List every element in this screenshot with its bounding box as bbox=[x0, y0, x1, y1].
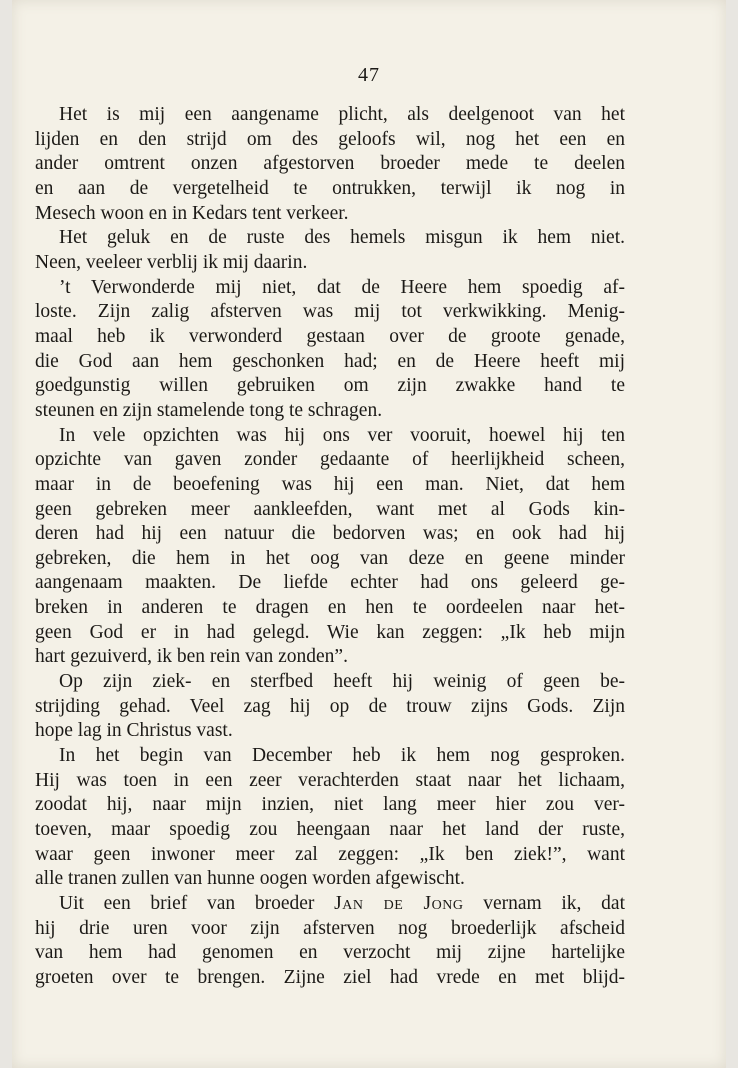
paragraph-5 bbox=[35, 670, 625, 744]
text-line: zoodat hij, naar mijn inzien, niet lang meer hier zou ver- bbox=[35, 794, 625, 816]
text-line: hart gezuiverd, ik ben rein van zonden”. bbox=[35, 646, 348, 668]
text-line: In vele opzichten was hij ons ver vooruit, hoewel hij ten bbox=[59, 424, 625, 446]
page-number: 47 bbox=[358, 64, 380, 86]
text-line: waar geen inwoner meer zal zeggen: „Ik ben ziek!”, want bbox=[35, 843, 625, 865]
text-line: Op zijn ziek- en sterfbed heeft hij weinig of geen be- bbox=[59, 671, 625, 693]
text-line: Het geluk en de ruste des hemels misgun ik hem niet. bbox=[59, 227, 625, 249]
person-name: Jan de Jong bbox=[334, 893, 464, 914]
paragraph-7 bbox=[35, 892, 625, 991]
text-line: In het begin van December heb ik hem nog gesproken. bbox=[59, 745, 625, 767]
text-line: ’t Verwonderde mij niet, dat de Heere hem spoedig af- bbox=[59, 276, 625, 298]
text-line: Mesech woon en in Kedars tent verkeer. bbox=[35, 202, 349, 224]
text-line: strijding gehad. Veel zag hij op de trouw zijns Gods. Zijn bbox=[35, 695, 625, 717]
paragraph-2 bbox=[35, 226, 625, 275]
paragraph-1 bbox=[35, 103, 625, 226]
text-line: Het is mij een aangename plicht, als deelgenoot van het bbox=[59, 104, 625, 125]
text-line: maal heb ik verwonderd gestaan over de groote genade, bbox=[35, 325, 625, 347]
text-line: Hij was toen in een zeer verachterden staat naar het lichaam, bbox=[35, 769, 625, 791]
text-line: geen God er in had gelegd. Wie kan zeggen: „Ik heb mijn bbox=[35, 621, 625, 643]
text-line: hij drie uren voor zijn afsterven nog broederlijk afscheid bbox=[35, 917, 625, 939]
text-line: toeven, maar spoedig zou heengaan naar het land der ruste, bbox=[35, 819, 625, 841]
text-line: gebreken, die hem in het oog van deze en geene minder bbox=[35, 547, 625, 569]
text-line: groeten over te brengen. Zijne ziel had vrede en met blijd- bbox=[35, 966, 625, 988]
paragraph-6 bbox=[35, 744, 625, 892]
text-line: maar in de beoefening was hij een man. Niet, dat hem bbox=[35, 473, 625, 495]
text-fragment: Uit een brief van broeder bbox=[59, 893, 335, 914]
page-body-text bbox=[35, 103, 625, 991]
text-line: opzichte van gaven zonder gedaante of heerlijkheid scheen, bbox=[35, 449, 625, 471]
text-line: breken in anderen te dragen en hen te oordeelen naar het- bbox=[35, 597, 625, 619]
paragraph-4 bbox=[35, 424, 625, 671]
paragraph-3 bbox=[35, 276, 625, 424]
text-line: loste. Zijn zalig afsterven was mij tot verkwikking. Menig- bbox=[35, 301, 625, 323]
text-line: alle tranen zullen van hunne oogen worden afgewischt. bbox=[35, 868, 465, 890]
text-line: lijden en den strijd om des geloofs wil, nog het een en bbox=[35, 128, 625, 150]
text-line: deren had hij een natuur die bedorven was; en ook had hij bbox=[35, 523, 625, 545]
text-line: steunen en zijn stamelende tong te schragen. bbox=[35, 399, 383, 421]
text-fragment: vernam ik, dat bbox=[463, 893, 625, 914]
text-line: en aan de vergetelheid te ontrukken, terwijl ik nog in bbox=[35, 177, 625, 199]
text-line: van hem had genomen en verzocht mij zijne hartelijke bbox=[35, 942, 625, 964]
text-line: Neen, veeleer verblij ik mij daarin. bbox=[35, 251, 308, 273]
text-line: hope lag in Christus vast. bbox=[35, 720, 233, 742]
text-line: ander omtrent onzen afgestorven broeder mede te deelen bbox=[35, 153, 625, 175]
text-line: aangenaam maakten. De liefde echter had ons geleerd ge- bbox=[35, 572, 625, 594]
book-page bbox=[12, 0, 726, 1068]
text-line-with-name bbox=[35, 892, 625, 917]
text-line: goedgunstig willen gebruiken om zijn zwakke hand te bbox=[35, 375, 625, 397]
text-line: geen gebreken meer aankleefden, want met al Gods kin- bbox=[35, 498, 625, 520]
text-line: die God aan hem geschonken had; en de Heere heeft mij bbox=[35, 350, 625, 372]
